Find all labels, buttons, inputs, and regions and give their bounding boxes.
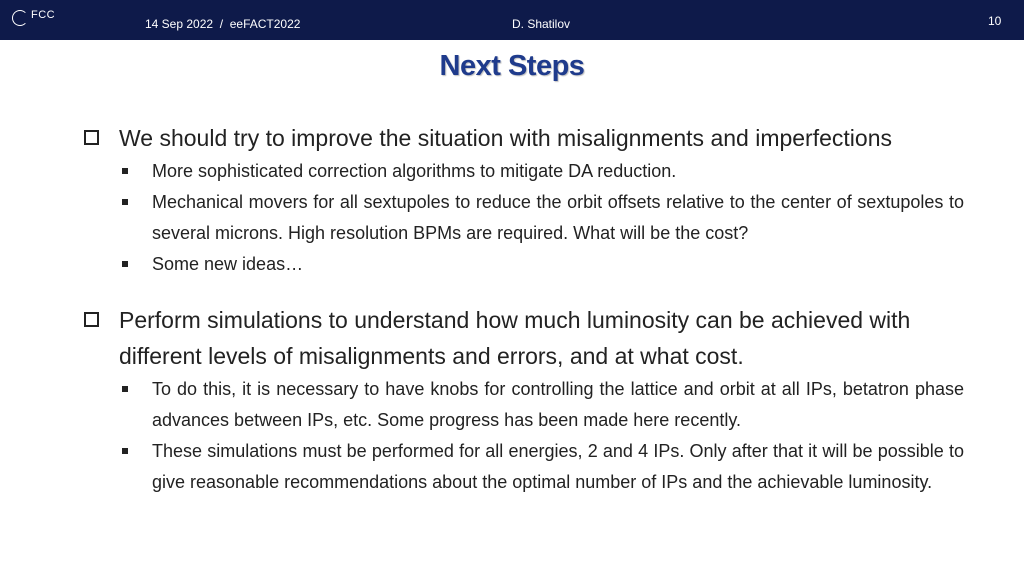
slide-title: Next Steps: [439, 50, 585, 82]
square-bullet-icon: [122, 386, 128, 392]
section-simulations: [84, 302, 964, 498]
section-misalignments: [84, 120, 964, 280]
square-bullet-icon: [122, 261, 128, 267]
square-bullet-icon: [122, 448, 128, 454]
list-item-text: More sophisticated correction algorithms to mitigate DA reduction.: [152, 161, 677, 181]
main-bullet: [84, 302, 964, 374]
list-item-text: These simulations must be performed for all energies, 2 and 4 IPs. Only after that it will be possible to give reasonable recommendations about the optimal number of IPs and the achievable luminosity.: [152, 441, 964, 492]
page-number: 10: [988, 14, 1002, 28]
list-item: [122, 187, 964, 249]
list-item-text: Mechanical movers for all sextupoles to reduce the orbit offsets relative to the center of sextupoles to several microns. High resolution BPMs are required. What will be the cost?: [152, 192, 964, 243]
square-bullet-icon: [122, 199, 128, 205]
square-bullet-icon: [122, 168, 128, 174]
list-item: [122, 249, 964, 280]
logo-text: FCC: [31, 9, 56, 21]
checkbox-bullet-icon: [84, 312, 99, 327]
slide-content: [84, 120, 964, 498]
list-item: [122, 436, 964, 498]
author: D. Shatilov: [512, 17, 571, 31]
main-bullet-text: We should try to improve the situation with misalignments and imperfections: [119, 125, 892, 151]
list-item: [122, 156, 964, 187]
sub-list: [122, 156, 964, 280]
list-item: [122, 374, 964, 436]
checkbox-bullet-icon: [84, 130, 99, 145]
list-item-text: Some new ideas…: [152, 254, 304, 274]
main-bullet: [84, 120, 964, 156]
main-bullet-text: Perform simulations to understand how much luminosity can be achieved with different levels of misalignments and errors, and at what cost.: [119, 307, 911, 369]
header-bar: [0, 0, 1024, 40]
fcc-ring-icon: [12, 10, 28, 26]
sub-list: [122, 374, 964, 498]
fcc-logo: [12, 10, 55, 26]
list-item-text: To do this, it is necessary to have knobs for controlling the lattice and orbit at all IPs, betatron phase advances between IPs, etc. Some progress has been made here recently.: [152, 379, 964, 430]
date-event: 14 Sep 2022 / eeFACT2022: [145, 17, 301, 31]
